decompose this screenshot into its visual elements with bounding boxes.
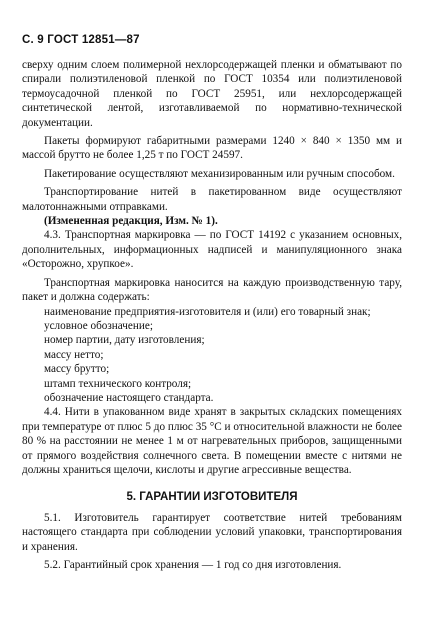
marking-item-designation: условное обозначение; [44, 319, 153, 332]
marking-item-standard: обозначение настоящего стандарта. [44, 391, 214, 404]
marking-item-stamp: штамп технического контроля; [44, 377, 192, 390]
paragraph-5-2: 5.2. Гарантийный срок хранения — 1 год со дня изготовления. [44, 559, 342, 571]
paragraph-packing-method: Пакетирование осуществляют механизированным или ручным способом. [44, 167, 395, 180]
marking-item-net-mass: массу нетто; [44, 348, 104, 361]
paragraph-4-3: 4.3. Транспортная маркировка — по ГОСТ 14192 с указанием основных, дополнительных, информационных надписей и манипуляционного знака «Осторожно, хрупкое». [22, 229, 402, 271]
section-title: 5. ГАРАНТИИ ИЗГОТОВИТЕЛЯ [126, 491, 298, 504]
marking-item-manufacturer: наименование предприятия-изготовителя и (или) его товарный знак; [44, 305, 371, 318]
page-header: С. 9 ГОСТ 12851—87 [22, 34, 140, 46]
paragraph-4-4: 4.4. Нити в упакованном виде хранят в закрытых складских помещениях при температуре от плюс 5 до плюс 35 °С и относительной влажности не более 80 % на расстоянии не менее 1 м от нагревательных приборов, защищенными от прямого воздействия солнечного света. В помещении вместе с нитями не должны храниться щелочи, кислоты и другие агрессивные вещества. [22, 406, 402, 476]
amendment-note: (Измененная редакция, Изм. № 1). [44, 215, 218, 228]
paragraph-5-1: 5.1. Изготовитель гарантирует соответствие нитей требованиям настоящего стандарта при соблюдении условий упаковки, транспортирования и хранения. [22, 511, 402, 553]
paragraph-pack-dimensions: Пакеты формируют габаритными размерами 1240 × 840 × 1350 мм и массой брутто не более 1,25 т по ГОСТ 24597. [22, 135, 402, 162]
document-body [22, 58, 402, 572]
marking-item-batch: номер партии, дату изготовления; [44, 334, 205, 347]
marking-item-gross-mass: массу брутто; [44, 363, 110, 376]
paragraph-transport: Транспортирование нитей в пакетированном виде осуществляют малотоннажными отправками. [22, 186, 402, 213]
paragraph-marking-intro: Транспортная маркировка наносится на каждую производственную тару, пакет и должна содержать: [22, 276, 402, 304]
paragraph-packing-wrap: сверху одним слоем полимерной нехлорсодержащей пленки и обматывают по спирали полиэтиленовой пленкой по ГОСТ 10354 или полиэтиленовой термоусадочной пленкой по ГОСТ 25951, или нехлорсодержащей синтетической лентой, изготавливаемой по нормативно-технической документации. [22, 59, 402, 129]
